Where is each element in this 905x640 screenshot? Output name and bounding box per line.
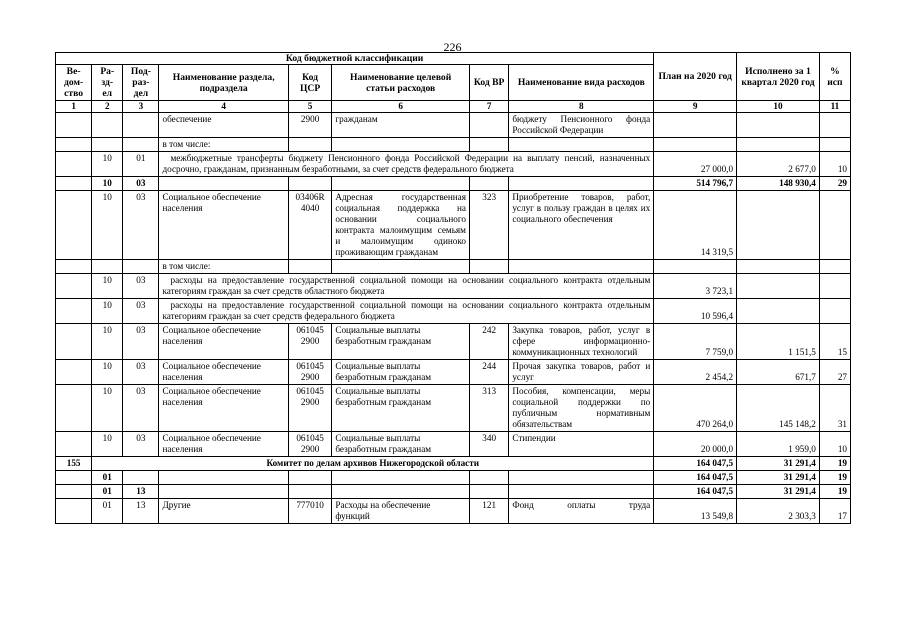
executed-value: 31 291,4 bbox=[737, 457, 820, 471]
header-csr-code: Код ЦСР bbox=[288, 65, 331, 101]
table-row bbox=[56, 360, 851, 385]
col-num: 6 bbox=[332, 101, 470, 113]
subsection-code: 01 bbox=[123, 152, 159, 177]
col-num: 4 bbox=[159, 101, 288, 113]
section-name: обеспечение bbox=[159, 113, 288, 138]
percent-value: 19 bbox=[819, 471, 850, 485]
section-name: Социальное обеспечение населения bbox=[159, 324, 288, 360]
section-name: Социальное обеспечение населения bbox=[159, 385, 288, 432]
row-description: расходы на предоставление государственной социальной помощи на основании социального контракта отдельным категориям граждан за счет средств федерального бюджета bbox=[159, 299, 654, 324]
section-code: 10 bbox=[92, 191, 123, 260]
subsection-code: 03 bbox=[123, 324, 159, 360]
header-expense-type: Наименование вида расходов bbox=[509, 65, 654, 101]
subsection-code: 03 bbox=[123, 191, 159, 260]
section-name: Другие bbox=[159, 499, 288, 524]
row-description: межбюджетные трансферты бюджету Пенсионного фонда Российской Федерации на выплату пенсий, назначенных досрочно, гражданам, признанным безработными, за счет средств федерального бюджета bbox=[159, 152, 654, 177]
table-row bbox=[56, 138, 851, 152]
department-code: 155 bbox=[56, 457, 92, 471]
plan-value: 14 319,5 bbox=[654, 191, 737, 260]
header-group-title: Код бюджетной классификации bbox=[56, 53, 654, 65]
vr-code: 340 bbox=[469, 432, 508, 457]
header-subsection: Под- раз- дел bbox=[123, 65, 159, 101]
target-name: Социальные выплаты безработным гражданам bbox=[332, 360, 470, 385]
subsection-code: 03 bbox=[123, 385, 159, 432]
vr-code: 242 bbox=[469, 324, 508, 360]
col-num: 2 bbox=[92, 101, 123, 113]
vr-code: 323 bbox=[469, 191, 508, 260]
header-group-row bbox=[56, 53, 851, 65]
column-numbers-row bbox=[56, 101, 851, 113]
table-row bbox=[56, 113, 851, 138]
plan-value: 2 454,2 bbox=[654, 360, 737, 385]
col-num: 11 bbox=[819, 101, 850, 113]
expense-type: Прочая закупка товаров, работ и услуг bbox=[509, 360, 654, 385]
section-code: 10 bbox=[92, 324, 123, 360]
plan-value: 164 047,5 bbox=[654, 471, 737, 485]
col-num: 1 bbox=[56, 101, 92, 113]
plan-value: 7 759,0 bbox=[654, 324, 737, 360]
section-name: Социальное обеспечение населения bbox=[159, 360, 288, 385]
subsection-code: 03 bbox=[123, 360, 159, 385]
percent-value: 19 bbox=[819, 485, 850, 499]
table-row bbox=[56, 385, 851, 432]
table-row bbox=[56, 274, 851, 299]
table-row bbox=[56, 177, 851, 191]
executed-value: 1 151,5 bbox=[737, 324, 820, 360]
section-name: в том числе: bbox=[159, 138, 288, 152]
percent-value: 17 bbox=[819, 499, 850, 524]
header-vr-code: Код ВР bbox=[469, 65, 508, 101]
header-plan: План на 2020 год bbox=[654, 53, 737, 101]
percent-value: 15 bbox=[819, 324, 850, 360]
executed-value: 148 930,4 bbox=[737, 177, 820, 191]
section-name: Социальное обеспечение населения bbox=[159, 432, 288, 457]
table-row bbox=[56, 299, 851, 324]
department-name: Комитет по делам архивов Нижегородской области bbox=[92, 457, 654, 471]
budget-table bbox=[55, 52, 851, 524]
section-code: 01 bbox=[92, 485, 123, 499]
subsection-code: 13 bbox=[123, 485, 159, 499]
plan-value: 3 723,1 bbox=[654, 274, 737, 299]
col-num: 7 bbox=[469, 101, 508, 113]
target-name: гражданам bbox=[332, 113, 470, 138]
expense-type: Стипендии bbox=[509, 432, 654, 457]
col-num: 10 bbox=[737, 101, 820, 113]
target-name: Расходы на обеспечение функций bbox=[332, 499, 470, 524]
percent-value: 10 bbox=[819, 152, 850, 177]
subsection-code: 13 bbox=[123, 499, 159, 524]
csr-code: 03406R 4040 bbox=[288, 191, 331, 260]
target-name: Социальные выплаты безработным гражданам bbox=[332, 385, 470, 432]
header-department: Ве- дом- ство bbox=[56, 65, 92, 101]
csr-code: 777010 bbox=[288, 499, 331, 524]
page-number: 226 bbox=[443, 40, 462, 54]
percent-value: 27 bbox=[819, 360, 850, 385]
csr-code: 061045 2900 bbox=[288, 324, 331, 360]
section-code: 10 bbox=[92, 385, 123, 432]
col-num: 9 bbox=[654, 101, 737, 113]
header-executed: Исполнено за 1 квартал 2020 год bbox=[737, 53, 820, 101]
target-name: Социальные выплаты безработным гражданам bbox=[332, 324, 470, 360]
expense-type: Приобретение товаров, работ, услуг в пользу граждан в целях их социального обеспечения bbox=[509, 191, 654, 260]
table-row bbox=[56, 485, 851, 499]
expense-type: бюджету Пенсионного фонда Российской Федерации bbox=[509, 113, 654, 138]
section-code: 01 bbox=[92, 499, 123, 524]
section-name: в том числе: bbox=[159, 260, 288, 274]
subsection-code: 03 bbox=[123, 274, 159, 299]
plan-value: 470 264,0 bbox=[654, 385, 737, 432]
subsection-code: 03 bbox=[123, 299, 159, 324]
section-code: 10 bbox=[92, 177, 123, 191]
section-code: 10 bbox=[92, 152, 123, 177]
table-row bbox=[56, 457, 851, 471]
plan-value: 20 000,0 bbox=[654, 432, 737, 457]
plan-value: 13 549,8 bbox=[654, 499, 737, 524]
executed-value: 671,7 bbox=[737, 360, 820, 385]
executed-value: 2 677,0 bbox=[737, 152, 820, 177]
header-percent: % исп bbox=[819, 53, 850, 101]
plan-value: 514 796,7 bbox=[654, 177, 737, 191]
table-row bbox=[56, 471, 851, 485]
table-row bbox=[56, 152, 851, 177]
table-row bbox=[56, 260, 851, 274]
col-num: 8 bbox=[509, 101, 654, 113]
executed-value: 2 303,3 bbox=[737, 499, 820, 524]
vr-code: 121 bbox=[469, 499, 508, 524]
percent-value: 19 bbox=[819, 457, 850, 471]
plan-value: 164 047,5 bbox=[654, 457, 737, 471]
expense-type: Фонд оплаты труда bbox=[509, 499, 654, 524]
executed-value: 1 959,0 bbox=[737, 432, 820, 457]
subsection-code: 03 bbox=[123, 432, 159, 457]
section-code: 10 bbox=[92, 299, 123, 324]
plan-value: 164 047,5 bbox=[654, 485, 737, 499]
table-row bbox=[56, 432, 851, 457]
table-row bbox=[56, 499, 851, 524]
csr-code: 061045 2900 bbox=[288, 385, 331, 432]
percent-value: 31 bbox=[819, 385, 850, 432]
executed-value: 31 291,4 bbox=[737, 471, 820, 485]
section-code: 10 bbox=[92, 432, 123, 457]
csr-code: 061045 2900 bbox=[288, 360, 331, 385]
vr-code: 313 bbox=[469, 385, 508, 432]
target-name: Социальные выплаты безработным гражданам bbox=[332, 432, 470, 457]
plan-value: 27 000,0 bbox=[654, 152, 737, 177]
vr-code: 244 bbox=[469, 360, 508, 385]
col-num: 3 bbox=[123, 101, 159, 113]
header-section-name: Наименование раздела, подраздела bbox=[159, 65, 288, 101]
col-num: 5 bbox=[288, 101, 331, 113]
csr-code: 061045 2900 bbox=[288, 432, 331, 457]
row-description: расходы на предоставление государственной социальной помощи на основании социального контракта отдельным категориям граждан за счет средств областного бюджета bbox=[159, 274, 654, 299]
section-name: Социальное обеспечение населения bbox=[159, 191, 288, 260]
table-row bbox=[56, 324, 851, 360]
section-code: 01 bbox=[92, 471, 123, 485]
subsection-code: 03 bbox=[123, 177, 159, 191]
header-target-name: Наименование целевой статьи расходов bbox=[332, 65, 470, 101]
target-name: Адресная государственная социальная поддержка на основании социального контракта малоимущим семьям и малоимущим одиноко проживающим гражданам bbox=[332, 191, 470, 260]
expense-type: Закупка товаров, работ, услуг в сфере информационно-коммуникационных технологий bbox=[509, 324, 654, 360]
percent-value: 10 bbox=[819, 432, 850, 457]
plan-value: 10 596,4 bbox=[654, 299, 737, 324]
section-code: 10 bbox=[92, 360, 123, 385]
expense-type: Пособия, компенсации, меры социальной поддержки по публичным нормативным обязательствам bbox=[509, 385, 654, 432]
percent-value: 29 bbox=[819, 177, 850, 191]
executed-value: 31 291,4 bbox=[737, 485, 820, 499]
section-code: 10 bbox=[92, 274, 123, 299]
header-section: Ра- зд- ел bbox=[92, 65, 123, 101]
table-row bbox=[56, 191, 851, 260]
csr-code: 2900 bbox=[288, 113, 331, 138]
executed-value: 145 148,2 bbox=[737, 385, 820, 432]
